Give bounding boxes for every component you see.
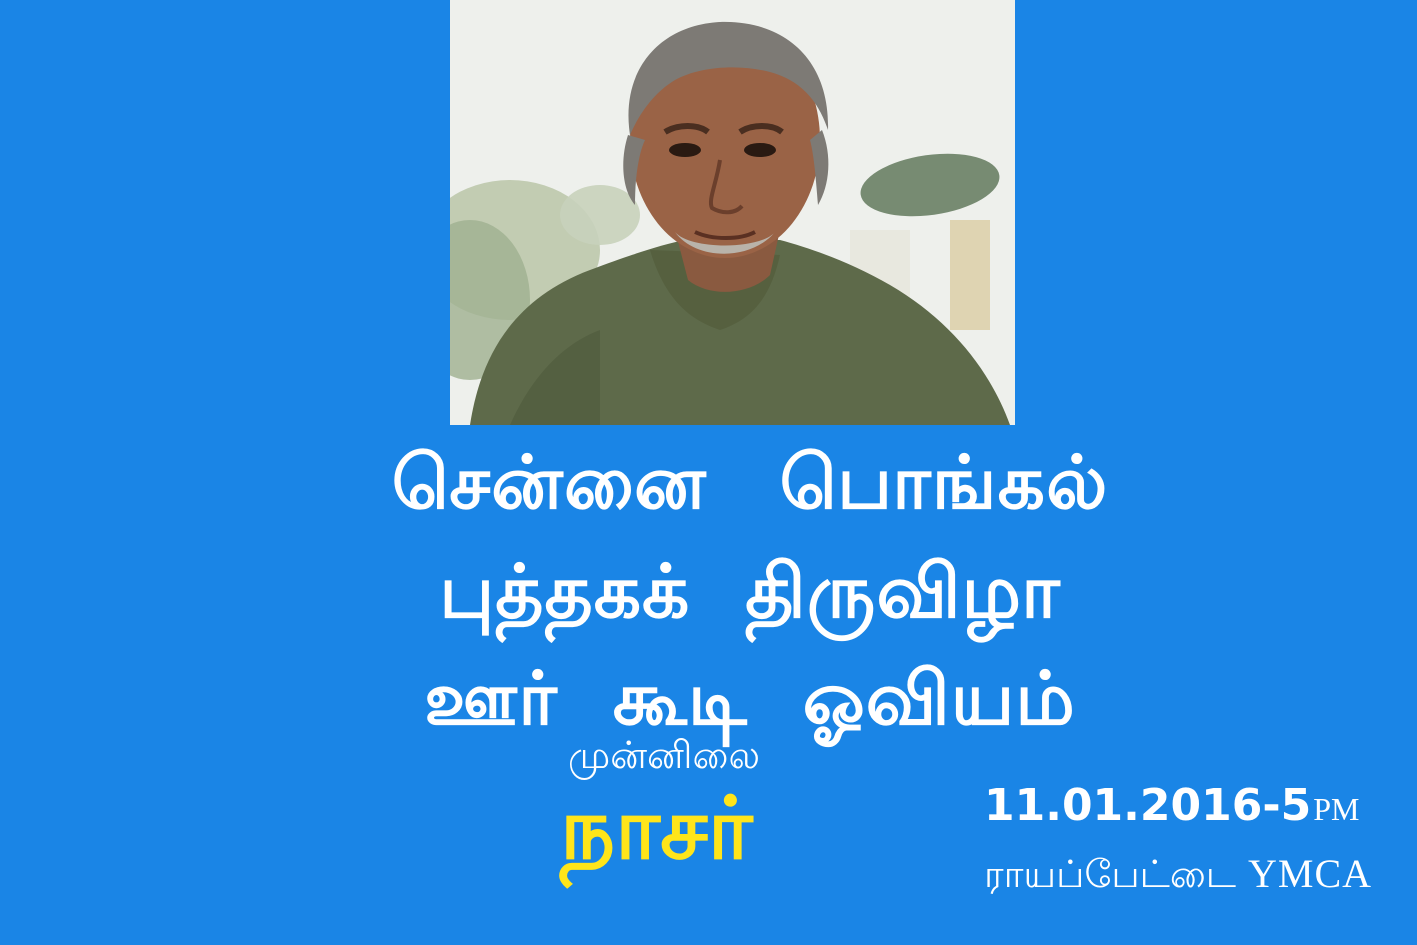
title-line-3-wrapper: [0, 656, 1417, 742]
event-date: 11.01.2016-5: [984, 780, 1312, 831]
event-venue: [984, 851, 1373, 896]
venue-name: YMCA: [1248, 851, 1373, 896]
title-line-1: சென்னை பொங்கல்: [391, 440, 1109, 526]
guest-name: நாசர்: [560, 779, 753, 879]
title-line-1-wrapper: [0, 440, 1417, 526]
event-time-suffix: PM: [1313, 791, 1360, 827]
presided-label: முன்னிலை: [568, 733, 761, 777]
guest-portrait-photo: [450, 0, 1015, 425]
event-date-time: [984, 780, 1360, 831]
title-line-2: புத்தகக் திருவிழா: [439, 549, 1061, 635]
portrait-photo-icon: [450, 0, 1015, 425]
title-line-2-wrapper: [0, 549, 1417, 635]
title-line-3: ஊர் கூடி ஓவியம்: [424, 656, 1076, 742]
venue-place: ராயப்பேட்டை: [984, 852, 1237, 896]
